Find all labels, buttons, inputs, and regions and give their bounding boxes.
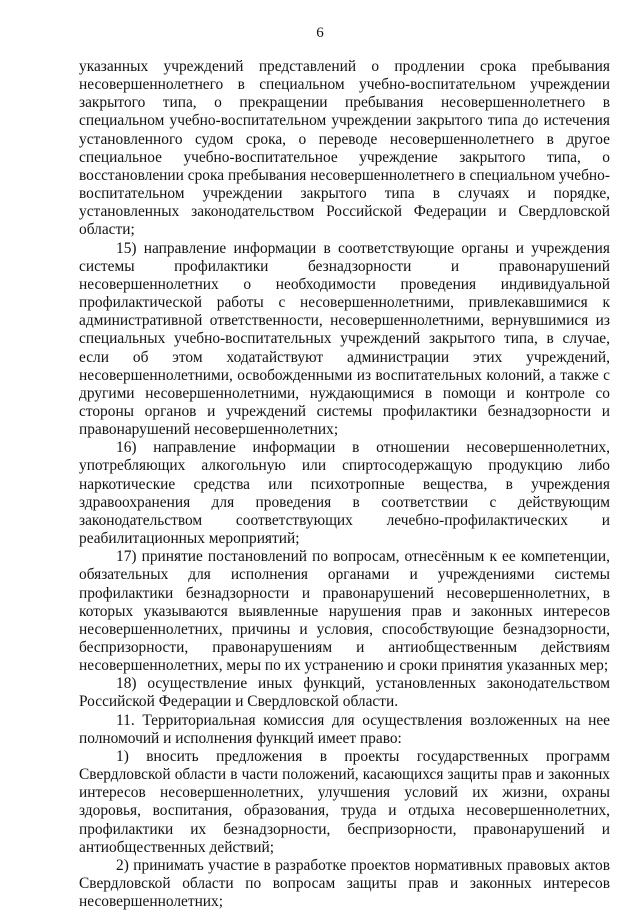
paragraph-continuation-item-14: указанных учреждений представлений о продлении срока пребывания несовершеннолетнего в специальном учебно-воспитательном учреждении закрытого типа, о прекращении пребывания несовершеннолетнего в специальном учебно-воспитательном учреждении закрытого типа до истечения установленного судом срока, о переводе несовершеннолетнего в другое специальное учебно-воспитательное учреждение закрытого типа, о восстановлении срока пребывания несовершеннолетнего в специальном учебно-воспитательном учреждении закрытого типа в случаях и порядке, установленных законодательством Российской Федерации и Свердловской области; — [79, 58, 610, 239]
paragraph-item-18: 18) осуществление иных функций, установленных законодательством Российской Федерации и Свердловской области. — [79, 675, 610, 711]
document-body — [79, 58, 610, 911]
paragraph-item-16: 16) направление информации в отношении несовершеннолетних, употребляющих алкогольную или спиртосодержащую продукцию либо наркотические средства или психотропные вещества, в учреждения здравоохранения для проведения в соответствии с действующим законодательством соответствующих лечебно-профилактических и реабилитационных мероприятий; — [79, 439, 610, 548]
paragraph-section-11: 11. Территориальная комиссия для осуществления возложенных на нее полномочий и исполнения функций имеет право: — [79, 711, 610, 747]
page-number: 6 — [316, 25, 324, 41]
paragraph-right-2: 2) принимать участие в разработке проектов нормативных правовых актов Свердловской области по вопросам защиты прав и законных интересов несовершеннолетних; — [79, 856, 610, 911]
paragraph-right-1: 1) вносить предложения в проекты государственных программ Свердловской области в части положений, касающихся защиты прав и законных интересов несовершеннолетних, улучшения условий их жизни, охраны здоровья, воспитания, образования, труда и отдыха несовершеннолетних, профилактики их безнадзорности, беспризорности, правонарушений и антиобщественных действий; — [79, 747, 610, 856]
paragraph-item-17: 17) принятие постановлений по вопросам, отнесённым к ее компетенции, обязательных для исполнения органами и учреждениями системы профилактики безнадзорности и правонарушений несовершеннолетних, в которых указываются выявленные нарушения прав и законных интересов несовершеннолетних, причины и условия, способствующие безнадзорности, беспризорности, правонарушениям и антиобщественным действиям несовершеннолетних, меры по их устранению и сроки принятия указанных мер; — [79, 548, 610, 675]
paragraph-item-15: 15) направление информации в соответствующие органы и учреждения системы профилактики безнадзорности и правонарушений несовершеннолетних о необходимости проведения индивидуальной профилактической работы с несовершеннолетними, привлекавшимися к административной ответственности, несовершеннолетними, вернувшимися из специальных учебно-воспитательных учреждений закрытого типа, в случае, если об этом ходатайствуют администрации этих учреждений, несовершеннолетними, освобожденными из воспитательных колоний, а также с другими несовершеннолетними, нуждающимися в помощи и контроле со стороны органов и учреждений системы профилактики безнадзорности и правонарушений несовершеннолетних; — [79, 239, 610, 439]
